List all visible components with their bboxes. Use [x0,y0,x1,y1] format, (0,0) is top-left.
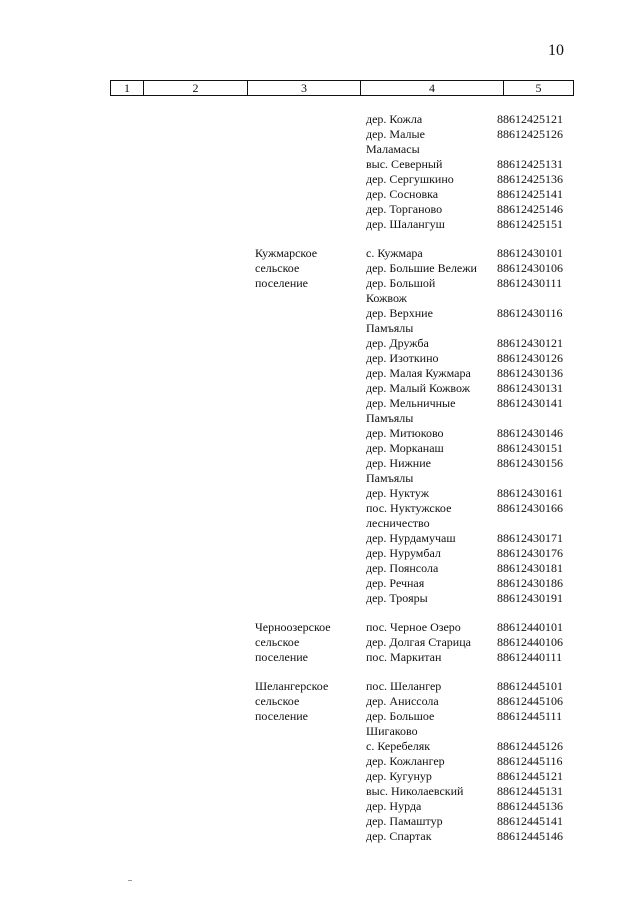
oktmo-code: 88612445101 [497,679,563,693]
oktmo-code: 88612430171 [497,531,563,545]
oktmo-code: 88612430141 [497,396,563,410]
column-header-row [110,80,574,96]
oktmo-code: 88612425151 [497,217,563,231]
table-row [0,172,639,187]
oktmo-code: 88612430181 [497,561,563,575]
municipality-name: Кужмарское сельское поселение [255,246,318,290]
settlement-name: дер. Изоткино [366,351,439,365]
settlement-name: дер. Речная [366,576,425,590]
oktmo-code: 88612430191 [497,591,563,605]
oktmo-code: 88612445126 [497,739,563,753]
oktmo-code: 88612440111 [497,650,563,664]
oktmo-code: 88612445111 [497,709,563,723]
table-row [0,829,639,844]
oktmo-code: 88612430146 [497,426,563,440]
settlement-name: пос. Нуктужское лесничество [366,501,452,530]
table-row [0,739,639,754]
settlement-name: дер. Нурдамучаш [366,531,456,545]
settlement-name: выс. Северный [366,157,443,171]
settlement-name: дер. Сосновка [366,187,439,201]
settlement-name: дер. Аниссола [366,694,439,708]
oktmo-code: 88612430136 [497,366,563,380]
settlement-name: дер. Малые Маламасы [366,127,425,156]
table-row [0,635,639,650]
table-row [0,336,639,351]
settlement-name: дер. Кугунур [366,769,432,783]
settlement-name: дер. Мельничные Памъялы [366,396,456,425]
settlement-name: дер. Торганово [366,202,443,216]
settlement-name: дер. Большой Кожвож [366,276,436,305]
oktmo-code: 88612430106 [497,261,563,275]
settlement-name: дер. Верхние Памъялы [366,306,433,335]
table-row [0,814,639,829]
settlement-name: пос. Черное Озеро [366,620,461,634]
settlement-name: дер. Памаштур [366,814,443,828]
oktmo-code: 88612445116 [497,754,563,768]
table-row [0,187,639,202]
table-row [0,441,639,456]
settlement-name: дер. Сергушкино [366,172,454,186]
settlement-name: дер. Большие Вележи [366,261,477,275]
table-row [0,351,639,366]
table-row [0,769,639,784]
settlement-name: дер. Малый Кожвож [366,381,470,395]
oktmo-code: 88612430121 [497,336,563,350]
column-header-5: 5 [503,81,574,95]
oktmo-code: 88612445146 [497,829,563,843]
table-row [0,531,639,546]
municipality-name: Черноозерское сельское поселение [255,620,331,664]
table-row [0,754,639,769]
municipality-name: Шелангерское сельское поселение [255,679,329,723]
oktmo-code: 88612425136 [497,172,563,186]
settlement-group [0,112,639,232]
oktmo-code: 88612445136 [497,799,563,813]
oktmo-code: 88612445141 [497,814,563,828]
settlement-name: дер. Нурда [366,799,422,813]
oktmo-code: 88612430166 [497,501,563,515]
table-row [0,709,639,739]
table-row [0,157,639,172]
oktmo-code: 88612430111 [497,276,563,290]
settlement-name: пос. Шелангер [366,679,442,693]
table-row [0,546,639,561]
oktmo-code: 88612425131 [497,157,563,171]
table-row [0,576,639,591]
table-row [0,799,639,814]
oktmo-code: 88612430131 [497,381,563,395]
table-row [0,217,639,232]
oktmo-code: 88612440106 [497,635,563,649]
settlement-table-body [0,112,639,844]
settlement-name: дер. Нурумбал [366,546,441,560]
oktmo-code: 88612430101 [497,246,563,260]
table-row [0,396,639,426]
settlement-name: дер. Митюково [366,426,444,440]
settlement-name: дер. Нижние Памъялы [366,456,431,485]
table-row [0,561,639,576]
settlement-name: дер. Нуктуж [366,486,429,500]
settlement-name: дер. Шалангуш [366,217,445,231]
settlement-group [0,620,639,665]
oktmo-code: 88612445106 [497,694,563,708]
table-row [0,426,639,441]
settlement-name: с. Керебеляк [366,739,431,753]
settlement-group [0,246,639,606]
table-row [0,620,639,635]
table-row [0,694,639,709]
oktmo-code: 88612430151 [497,441,563,455]
oktmo-code: 88612445121 [497,769,563,783]
settlement-group [0,679,639,844]
oktmo-code: 88612430161 [497,486,563,500]
table-row [0,306,639,336]
table-row [0,456,639,486]
oktmo-code: 88612430126 [497,351,563,365]
column-header-4: 4 [360,81,503,95]
table-row [0,486,639,501]
page-number: 10 [548,42,564,59]
oktmo-code: 88612425141 [497,187,563,201]
table-row [0,679,639,694]
settlement-name: дер. Поянсола [366,561,439,575]
settlement-name: дер. Трояры [366,591,428,605]
table-row [0,650,639,665]
table-row [0,501,639,531]
table-row [0,112,639,127]
table-row [0,261,639,276]
settlement-name: дер. Дружба [366,336,429,350]
oktmo-code: 88612425146 [497,202,563,216]
settlement-name: дер. Малая Кужмара [366,366,471,380]
column-header-2: 2 [143,81,247,95]
oktmo-code: 88612430116 [497,306,563,320]
oktmo-code: 88612440101 [497,620,563,634]
oktmo-code: 88612425121 [497,112,563,126]
table-row [0,246,639,261]
table-row [0,202,639,217]
column-header-3: 3 [247,81,360,95]
settlement-name: с. Кужмара [366,246,423,260]
table-row [0,784,639,799]
column-header-1: 1 [110,81,143,95]
settlement-name: дер. Долгая Старица [366,635,471,649]
settlement-name: дер. Кожлангер [366,754,445,768]
table-row [0,381,639,396]
settlement-name: дер. Кожла [366,112,423,126]
oktmo-code: 88612430156 [497,456,563,470]
table-row [0,127,639,157]
settlement-name: пос. Маркитан [366,650,442,664]
settlement-name: дер. Морканаш [366,441,444,455]
oktmo-code: 88612430186 [497,576,563,590]
table-row [0,366,639,381]
settlement-name: выс. Николаевский [366,784,464,798]
table-row [0,591,639,606]
oktmo-code: 88612445131 [497,784,563,798]
oktmo-code: 88612430176 [497,546,563,560]
table-row [0,276,639,306]
scan-mark [128,880,132,881]
oktmo-code: 88612425126 [497,127,563,141]
settlement-name: дер. Спартак [366,829,432,843]
settlement-name: дер. Большое Шигаково [366,709,435,738]
